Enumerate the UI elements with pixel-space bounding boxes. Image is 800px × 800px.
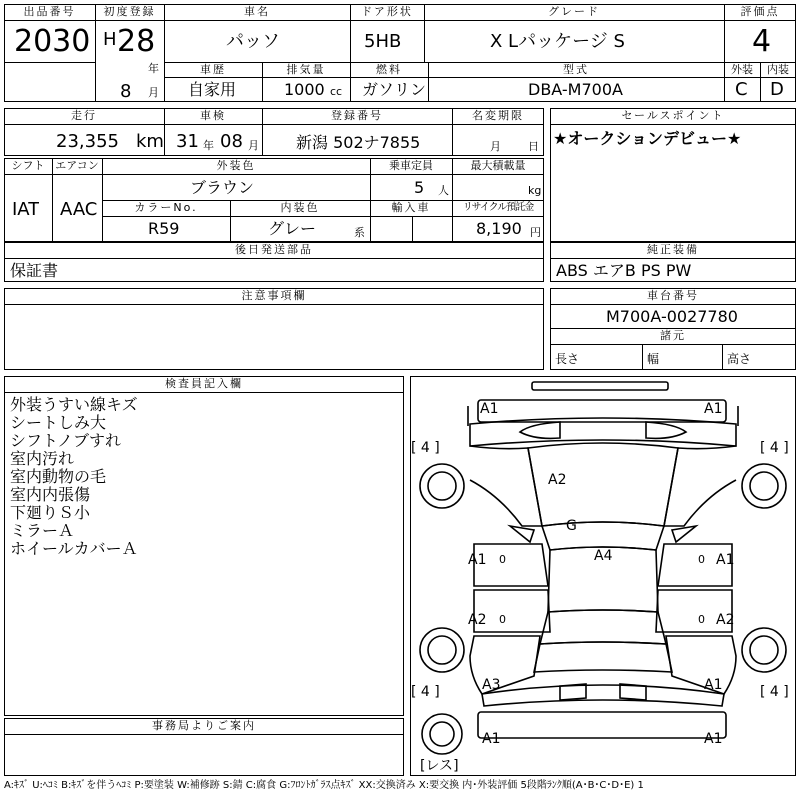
front-bumper — [532, 382, 668, 390]
inspector-note: シートしみ大 — [10, 413, 107, 432]
name-change-day: 日 — [528, 140, 539, 153]
pillar-mark-left-rear: 0 — [499, 613, 506, 626]
spare-tire — [422, 714, 462, 754]
car-name-label: 車名 — [244, 5, 270, 18]
load-label: 最大積載量 — [470, 159, 526, 172]
damage-windshield: G — [566, 518, 577, 534]
door-type: 5HB — [364, 31, 402, 52]
chassis-number: M700A-0027780 — [606, 307, 738, 326]
damage-left-front-door: A1 — [468, 552, 487, 568]
damage-hood: A2 — [548, 472, 567, 488]
color: ブラウン — [190, 178, 255, 197]
month-unit: 月 — [148, 86, 159, 99]
height-label: 高さ — [727, 352, 752, 366]
damage-rear-left: A3 — [482, 677, 501, 693]
inspection-year-unit: 年 — [203, 139, 214, 152]
grade: X Lパッケージ S — [490, 31, 625, 52]
displacement-label: 排気量 — [286, 63, 326, 76]
fuel: ガソリン — [362, 80, 427, 99]
inspector-note: 室内汚れ — [10, 449, 75, 468]
damage-right-front-door: A1 — [716, 552, 735, 568]
inspector-label: 検査員記入欄 — [165, 377, 243, 390]
tire-depth-rr: [ 4 ] — [760, 684, 789, 700]
year-unit: 年 — [148, 62, 159, 75]
capacity: 5 — [414, 178, 425, 197]
model-code: DBA-M700A — [528, 80, 623, 99]
displacement-unit: cc — [330, 85, 343, 98]
inspector-notes — [10, 396, 400, 558]
notes-label: 注意事項欄 — [241, 289, 307, 302]
inspection-label: 車検 — [200, 109, 226, 122]
damage-left-rear-door: A2 — [468, 612, 487, 628]
sales-point: ★オークションデビュー★ — [553, 129, 742, 148]
color-label: 外装色 — [216, 159, 256, 172]
damage-roof: A4 — [594, 548, 613, 564]
car-name: パッソ — [226, 31, 280, 52]
wheel-front-left-inner — [428, 472, 456, 500]
tire-depth-rl: [ 4 ] — [411, 684, 440, 700]
load-unit: kg — [528, 184, 542, 197]
plate-label: 登録番号 — [331, 109, 383, 122]
interior-color: グレー — [268, 219, 317, 238]
pillar-mark-right: 0 — [698, 553, 705, 566]
color-no-label: カラーNo. — [134, 201, 198, 214]
plate-number: 新潟 502ナ7855 — [296, 133, 421, 152]
mileage: 23,355 — [56, 131, 119, 152]
capacity-unit: 人 — [438, 184, 449, 197]
model-label: 型式 — [563, 63, 589, 76]
quarter-right — [666, 636, 736, 694]
inspector-note: 外装うすい線キズ — [10, 395, 138, 414]
damage-front-right: A1 — [704, 401, 723, 417]
wheel-rear-left-inner — [428, 636, 456, 664]
displacement: 1000 — [284, 80, 325, 99]
grade-label: グレード — [548, 5, 600, 18]
interior-grade: D — [770, 79, 784, 100]
rear-window — [540, 610, 666, 644]
recycle-fee: 8,190 — [476, 219, 522, 238]
chassis-label: 車台番号 — [647, 289, 699, 302]
inspector-note: 室内動物の毛 — [10, 467, 107, 486]
first-reg-label: 初度登録 — [103, 5, 156, 18]
tire-depth-fl: [ 4 ] — [411, 440, 440, 456]
inspector-note: 室内内張傷 — [10, 485, 91, 504]
first-reg-era: H — [103, 29, 117, 50]
name-change-label: 名変期限 — [472, 109, 524, 122]
fender-left — [470, 446, 542, 526]
wheel-rear-right — [742, 628, 786, 672]
shift-label: シフト — [11, 159, 45, 172]
specs-label: 諸元 — [660, 329, 686, 342]
inspector-note: ミラーＡ — [10, 521, 75, 540]
rear-panel — [482, 685, 724, 706]
later-parts-label: 後日発送部品 — [235, 243, 313, 256]
first-reg-year: 28 — [117, 24, 156, 59]
exterior-grade: C — [735, 79, 748, 100]
equipment-label: 純正装備 — [647, 243, 699, 256]
lot-number: 2030 — [14, 24, 91, 59]
exterior-label: 外装 — [731, 63, 753, 76]
office-label: 事務局よりご案内 — [152, 719, 256, 732]
quarter-left — [470, 636, 540, 694]
pillar-mark-right-rear: 0 — [698, 613, 705, 626]
interior-color-label: 内装色 — [280, 201, 320, 214]
capacity-label: 乗車定員 — [389, 159, 433, 172]
history-label: 車歴 — [200, 63, 226, 76]
sales-point-label: セールスポイント — [621, 109, 725, 122]
color-no: R59 — [148, 219, 180, 238]
front-bumper-lower — [468, 406, 738, 426]
ac: AAC — [60, 199, 98, 220]
equipment: ABS エアB PS PW — [556, 261, 692, 280]
damage-right-rear-door: A2 — [716, 612, 735, 628]
inspector-note: シフトノブすれ — [10, 431, 122, 450]
headlight-right-icon — [646, 422, 686, 438]
shift: IAT — [12, 199, 40, 220]
fender-right — [664, 446, 736, 526]
windshield — [542, 522, 664, 550]
legend: A:ｷｽﾞ U:ﾍｺﾐ B:ｷｽﾞを伴うﾍｺﾐ P:要塗装 W:補修跡 S:錆 C:腐食 G:ﾌﾛﾝﾄｶﾞﾗｽ点ｷｽﾞ XX:交換済み X:要交換 内･外装評価 5段階ﾗﾝｸ順(A･B･C･D･E) 1 — [4, 780, 644, 791]
wheel-rear-left — [420, 628, 464, 672]
rear-bumper — [478, 712, 726, 738]
tire-depth-fr: [ 4 ] — [760, 440, 789, 456]
import-label: 輸入車 — [391, 201, 431, 214]
door-label: ドア形状 — [361, 5, 413, 18]
pillar-mark-left: 0 — [499, 553, 506, 566]
wheel-front-left — [420, 464, 464, 508]
inspection-year: 31 — [176, 131, 199, 152]
mirror-left-icon — [510, 526, 534, 542]
first-reg-month: 8 — [120, 81, 132, 102]
lot-label: 出品番号 — [23, 5, 76, 18]
damage-rear-bumper-right: A1 — [704, 731, 723, 747]
spare-label: [レス] — [420, 758, 459, 774]
damage-front-left: A1 — [480, 401, 499, 417]
length-label: 長さ — [555, 352, 580, 366]
interior-color-unit: 系 — [354, 226, 365, 239]
damage-rear-bumper-left: A1 — [482, 731, 501, 747]
wheel-front-right-inner — [750, 472, 778, 500]
wheel-rear-right-inner — [750, 636, 778, 664]
damage-rear-right: A1 — [704, 677, 723, 693]
interior-label: 内装 — [767, 63, 789, 76]
name-change-month: 月 — [490, 140, 501, 153]
mileage-label: 走行 — [71, 109, 97, 122]
mirror-right-icon — [672, 526, 696, 542]
fuel-label: 燃料 — [376, 63, 402, 76]
car-diagram-svg — [410, 376, 796, 776]
width-label: 幅 — [647, 352, 660, 366]
mileage-unit: km — [136, 131, 164, 152]
recycle-label: リサイクル預託金 — [462, 202, 534, 213]
history: 自家用 — [188, 80, 237, 99]
wheel-front-right — [742, 464, 786, 508]
later-parts: 保証書 — [10, 261, 59, 280]
ac-label: エアコン — [55, 159, 99, 172]
inspection-month: 08 — [220, 131, 243, 152]
inspection-month-unit: 月 — [248, 139, 259, 152]
inspector-note: ホイールカバーＡ — [10, 539, 138, 558]
spare-tire-inner — [430, 722, 454, 746]
inspector-note: 下廻りＳ小 — [10, 503, 91, 522]
score-label: 評価点 — [740, 5, 780, 18]
headlight-left-icon — [520, 422, 560, 438]
recycle-unit: 円 — [530, 226, 541, 239]
score: 4 — [752, 24, 772, 59]
rear-deck — [534, 642, 672, 672]
